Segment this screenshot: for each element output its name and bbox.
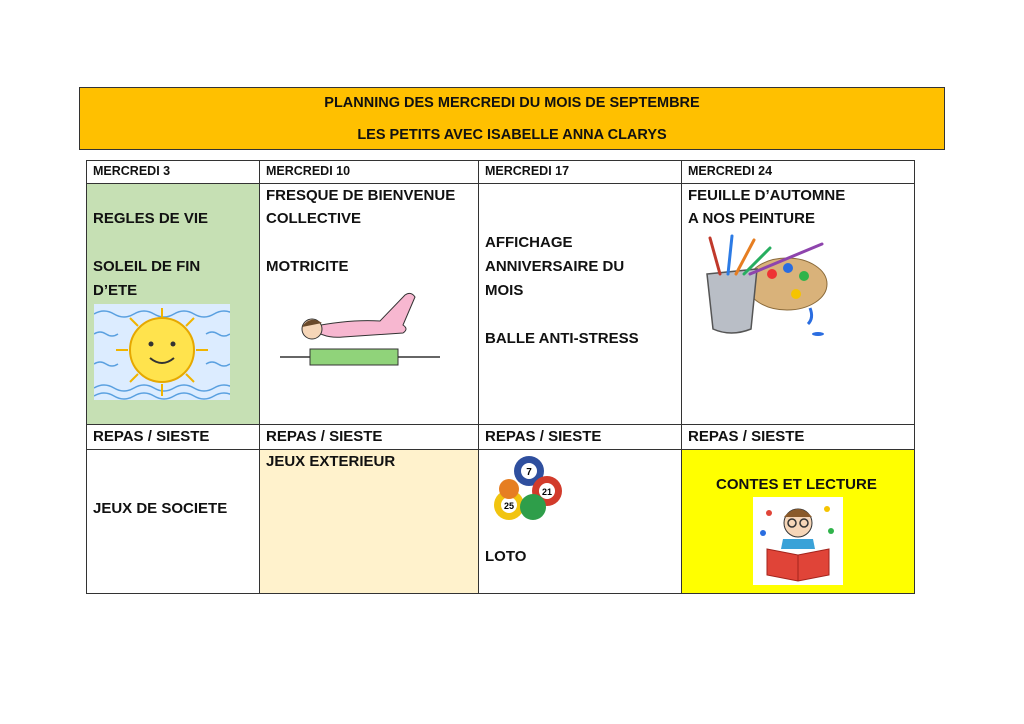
morning-cell-3 (87, 184, 260, 425)
activity-feuille: FEUILLE D’AUTOMNE (688, 187, 846, 204)
ball-number: 25 (503, 501, 515, 511)
morning-row (87, 184, 915, 425)
afternoon-row (87, 450, 915, 594)
afternoon-cell-10 (260, 450, 479, 594)
day-header-3: MERCREDI 3 (87, 161, 260, 184)
planning-table (86, 160, 915, 594)
sun-drawing-image (94, 304, 230, 400)
activity-balle: BALLE ANTI-STRESS (485, 330, 639, 347)
meal-cell-10: REPAS / SIESTE (260, 425, 479, 450)
activity-fresque-line2: COLLECTIVE (266, 210, 362, 227)
activity-affichage-line2: ANNIVERSAIRE DU (485, 258, 625, 275)
day-header-10: MERCREDI 10 (260, 161, 479, 184)
morning-cell-24 (682, 184, 915, 425)
days-row (87, 161, 915, 184)
ball-number: 21 (541, 487, 553, 497)
meal-cell-3: REPAS / SIESTE (87, 425, 260, 450)
meal-row (87, 425, 915, 450)
activity-fresque: FRESQUE DE BIENVENUE (266, 187, 456, 204)
activity-jeux-societe: JEUX DE SOCIETE (93, 500, 228, 517)
meal-cell-24: REPAS / SIESTE (682, 425, 915, 450)
activity-contes: CONTES ET LECTURE (716, 476, 877, 493)
activity-regles: REGLES DE VIE (93, 210, 209, 227)
activity-loto: LOTO (485, 548, 527, 565)
activity-feuille-line2: A NOS PEINTURE (688, 210, 815, 227)
day-header-17: MERCREDI 17 (479, 161, 682, 184)
activity-motricite: MOTRICITE (266, 258, 349, 275)
header-title: PLANNING DES MERCREDI DU MOIS DE SEPTEMBRE (324, 95, 700, 111)
ball-number: 7 (526, 467, 532, 478)
afternoon-cell-17 (479, 450, 682, 594)
activity-affichage: AFFICHAGE (485, 234, 573, 251)
afternoon-cell-3 (87, 450, 260, 594)
meal-cell-17: REPAS / SIESTE (479, 425, 682, 450)
morning-cell-10 (260, 184, 479, 425)
activity-soleil-line2: D’ETE (93, 282, 138, 299)
baby-exercise-image (280, 287, 445, 367)
day-header-24: MERCREDI 24 (682, 161, 915, 184)
paint-brushes-image (692, 234, 832, 344)
loto-balls-image (489, 453, 569, 525)
header-subtitle: LES PETITS AVEC ISABELLE ANNA CLARYS (357, 127, 667, 143)
activity-soleil: SOLEIL DE FIN (93, 258, 201, 275)
morning-cell-17 (479, 184, 682, 425)
planning-header (79, 87, 945, 150)
activity-jeux-exterieur: JEUX EXTERIEUR (266, 453, 396, 470)
activity-affichage-line3: MOIS (485, 282, 524, 299)
afternoon-cell-24 (682, 450, 915, 594)
reading-child-image (753, 497, 843, 585)
